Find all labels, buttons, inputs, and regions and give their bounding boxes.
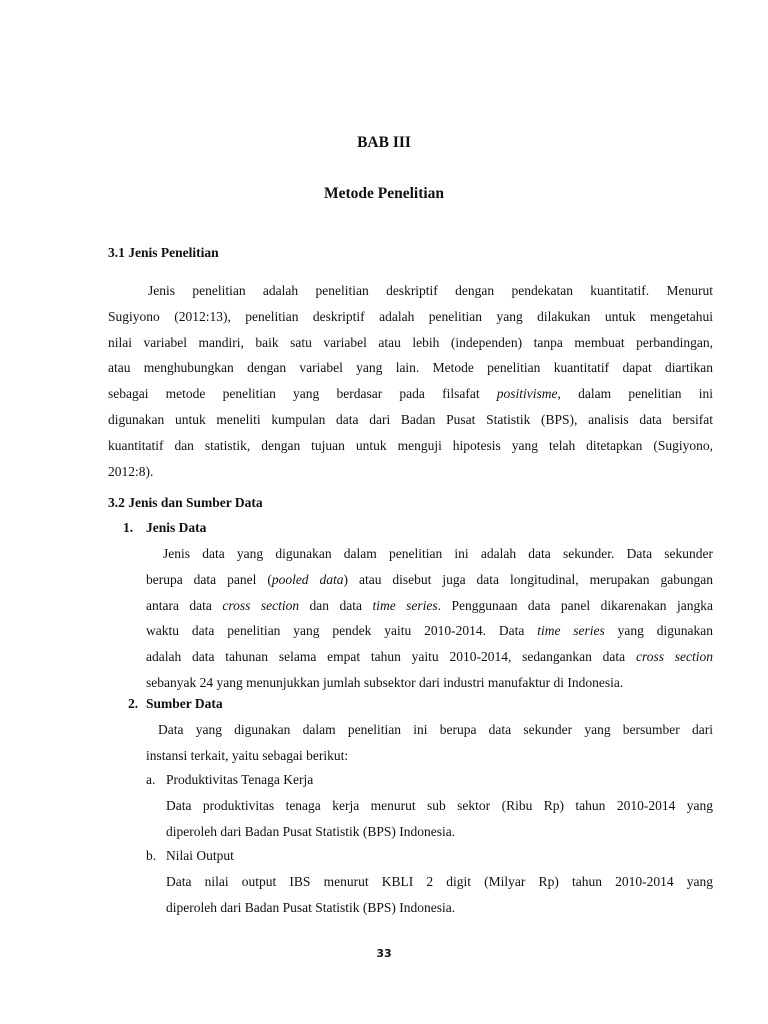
section-heading-3-1: 3.1 Jenis Penelitian bbox=[108, 245, 219, 260]
list-label: Sumber Data bbox=[146, 696, 223, 711]
list-number: 2. bbox=[128, 696, 139, 711]
chapter-subtitle: Metode Penelitian bbox=[323, 185, 445, 202]
sub-item-letter: a. bbox=[146, 772, 156, 787]
text-line: Data produktivitas tenaga kerja menurut sub sektor (Ribu Rp) tahun 2010-2014 yang bbox=[166, 798, 713, 813]
text-line: instansi terkait, yaitu sebagai berikut: bbox=[146, 747, 349, 763]
section-heading-3-2: 3.2 Jenis dan Sumber Data bbox=[108, 495, 263, 510]
text-line: Jenis data yang digunakan dalam penelitian ini adalah data sekunder. Data sekunder bbox=[163, 546, 713, 561]
italic-term: time series bbox=[372, 597, 438, 613]
text-line: Jenis penelitian adalah penelitian deskriptif dengan pendekatan kuantitatif. Menurut bbox=[148, 283, 713, 298]
text-line: berupa data panel (pooled data) atau disebut juga data longitudinal, merupakan gabungan bbox=[146, 571, 713, 587]
italic-term: cross section bbox=[222, 597, 300, 613]
paragraph-jenis-penelitian bbox=[108, 278, 713, 484]
text-line: antara data cross section dan data time series. Penggunaan data panel dikarenakan jangka bbox=[146, 597, 713, 613]
text-line: Data nilai output IBS menurut KBLI 2 digit (Milyar Rp) tahun 2010-2014 yang bbox=[166, 874, 713, 889]
italic-term: pooled data bbox=[271, 571, 344, 587]
text-line: kuantitatif dan statistik, dengan tujuan untuk menguji hipotesis yang telah ditetapkan (Sugiyono, bbox=[108, 437, 713, 453]
sub-item-nilai-output bbox=[146, 846, 234, 866]
paragraph-sumber-data bbox=[146, 717, 713, 769]
list-item-sumber-data bbox=[128, 694, 223, 714]
list-label: Jenis Data bbox=[146, 520, 207, 535]
text-line: Sugiyono (2012:13), penelitian deskriptif adalah penelitian yang dilakukan untuk mengetahui bbox=[108, 308, 713, 324]
sub-item-label: Nilai Output bbox=[166, 848, 234, 863]
text-line: waktu data penelitian yang pendek yaitu 2010-2014. Data time series yang digunakan bbox=[146, 623, 713, 639]
list-item-jenis-data bbox=[123, 518, 206, 538]
italic-term: cross section bbox=[635, 649, 713, 665]
paragraph-jenis-data bbox=[146, 541, 713, 696]
text-line: atau menghubungkan dengan variabel yang lain. Metode penelitian kuantitatif dapat diartikan bbox=[108, 360, 713, 376]
chapter-title: BAB III bbox=[357, 134, 411, 151]
text-line: adalah data tahunan selama empat tahun yaitu 2010-2014, sedangankan data cross section bbox=[146, 649, 713, 665]
text-line: sebanyak 24 yang menunjukkan jumlah subsektor dari industri manufaktur di Indonesia. bbox=[146, 674, 624, 690]
sub-item-label: Produktivitas Tenaga Kerja bbox=[166, 772, 314, 787]
list-number: 1. bbox=[123, 520, 134, 535]
text-line: Data yang digunakan dalam penelitian ini berupa data sekunder yang bersumber dari bbox=[158, 722, 713, 737]
text-line: digunakan untuk meneliti kumpulan data dari Badan Pusat Statistik (BPS), analisis data bersifat bbox=[108, 411, 713, 427]
sub-item-produktivitas bbox=[146, 770, 313, 790]
page-number: 33 bbox=[376, 947, 392, 960]
paragraph-produktivitas bbox=[166, 793, 713, 845]
text-line: sebagai metode penelitian yang berdasar pada filsafat positivisme, dalam penelitian ini bbox=[108, 386, 713, 402]
sub-item-letter: b. bbox=[146, 848, 157, 863]
text-line: 2012:8). bbox=[108, 463, 154, 479]
italic-term: positivisme bbox=[496, 386, 558, 402]
italic-term: time series bbox=[537, 623, 605, 639]
text-line: diperoleh dari Badan Pusat Statistik (BPS) Indonesia. bbox=[166, 823, 456, 839]
text-line: diperoleh dari Badan Pusat Statistik (BPS) Indonesia. bbox=[166, 899, 456, 915]
paragraph-nilai-output bbox=[166, 869, 713, 921]
text-line: nilai variabel mandiri, baik satu variabel atau lebih (independen) tanpa membuat perbandingan, bbox=[108, 334, 713, 350]
